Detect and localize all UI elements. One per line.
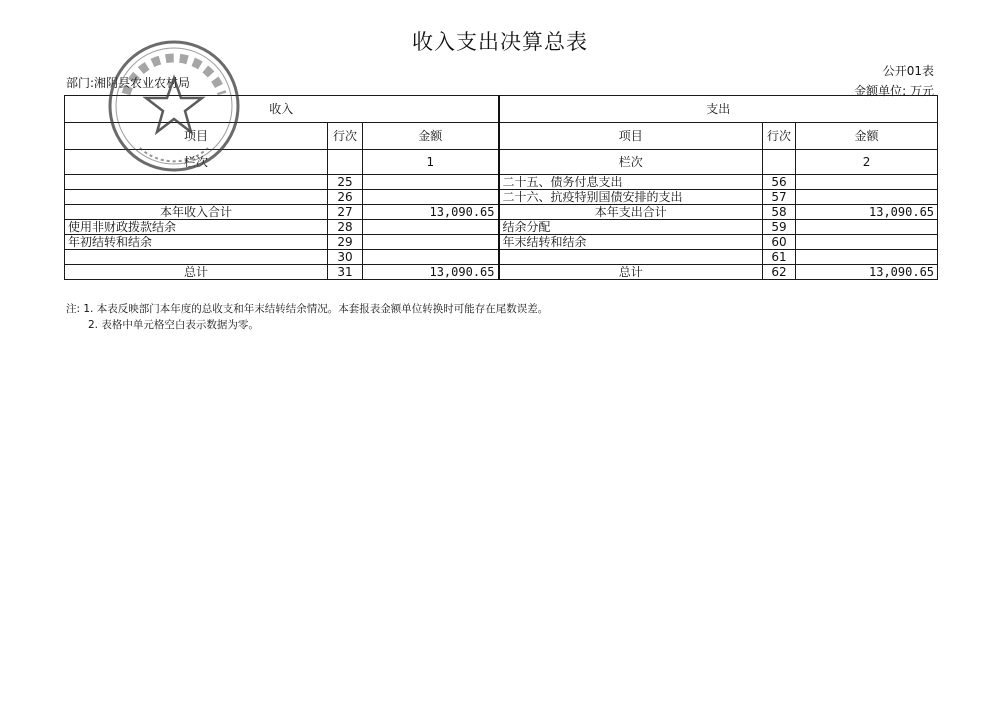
expense-amount: 13,090.65 [796,265,938,280]
income-amount: 13,090.65 [363,205,499,220]
income-item: 本年收入合计 [65,205,328,220]
income-row-no: 25 [328,175,363,190]
expense-row-no: 56 [763,175,796,190]
table-row [65,235,938,250]
expense-lanci-label: 栏次 [499,150,763,175]
table-row [65,250,938,265]
table-header-row-3 [65,150,938,175]
department-line [66,74,190,91]
expense-item: 总计 [499,265,763,280]
expense-item: 结余分配 [499,220,763,235]
income-item [65,175,328,190]
department-label: 部门: [66,76,95,90]
income-amount [363,220,499,235]
income-lanci-blank [328,150,363,175]
income-item [65,190,328,205]
table-row [65,175,938,190]
income-row-no: 27 [328,205,363,220]
department-name: 湘阴县农业农村局 [94,76,191,90]
income-row-no: 30 [328,250,363,265]
form-number: 公开01表 [882,64,934,78]
income-amount: 13,090.65 [363,265,499,280]
income-amount [363,190,499,205]
income-amount [363,250,499,265]
expense-row-header: 行次 [763,123,796,150]
table-row [65,205,938,220]
footnote-2: 2. 表格中单元格空白表示数据为零。 [88,319,259,331]
income-row-no: 26 [328,190,363,205]
expense-amount [796,175,938,190]
income-amount [363,235,499,250]
income-lanci-label: 栏次 [65,150,328,175]
expense-item-header: 项目 [499,123,763,150]
report-title: 收入支出决算总表 [412,30,588,54]
income-header: 收入 [65,96,499,123]
expense-item: 二十五、债务付息支出 [499,175,763,190]
expense-row-no: 58 [763,205,796,220]
expense-amount [796,220,938,235]
table-row [65,190,938,205]
income-row-no: 29 [328,235,363,250]
expense-row-no: 62 [763,265,796,280]
footnote-1: 注: 1. 本表反映部门本年度的总收支和年末结转结余情况。本套报表金额单位转换时可能存在尾数误差。 [66,303,549,315]
expense-amount: 13,090.65 [796,205,938,220]
expense-item: 本年支出合计 [499,205,763,220]
amount-unit: 金额单位: 万元 [854,84,934,98]
expense-row-no: 60 [763,235,796,250]
expense-lanci-blank [763,150,796,175]
table-header-row-2 [65,123,938,150]
expense-amount [796,190,938,205]
expense-item: 二十六、抗疫特别国债安排的支出 [499,190,763,205]
expense-item [499,250,763,265]
expense-header: 支出 [499,96,938,123]
income-amount [363,175,499,190]
income-expense-table [64,95,938,280]
expense-amount [796,250,938,265]
expense-row-no: 61 [763,250,796,265]
income-item-header: 项目 [65,123,328,150]
expense-item: 年末结转和结余 [499,235,763,250]
expense-column-number: 2 [796,150,938,175]
income-amount-header: 金额 [363,123,499,150]
table-row [65,220,938,235]
income-row-header: 行次 [328,123,363,150]
table-header-row-1 [65,96,938,123]
footnotes [66,301,548,333]
expense-row-no: 57 [763,190,796,205]
income-column-number: 1 [363,150,499,175]
income-item: 年初结转和结余 [65,235,328,250]
expense-amount [796,235,938,250]
table-row-total [65,265,938,280]
expense-amount-header: 金额 [796,123,938,150]
income-item [65,250,328,265]
income-row-no: 31 [328,265,363,280]
income-item: 使用非财政拨款结余 [65,220,328,235]
income-row-no: 28 [328,220,363,235]
expense-row-no: 59 [763,220,796,235]
income-item: 总计 [65,265,328,280]
